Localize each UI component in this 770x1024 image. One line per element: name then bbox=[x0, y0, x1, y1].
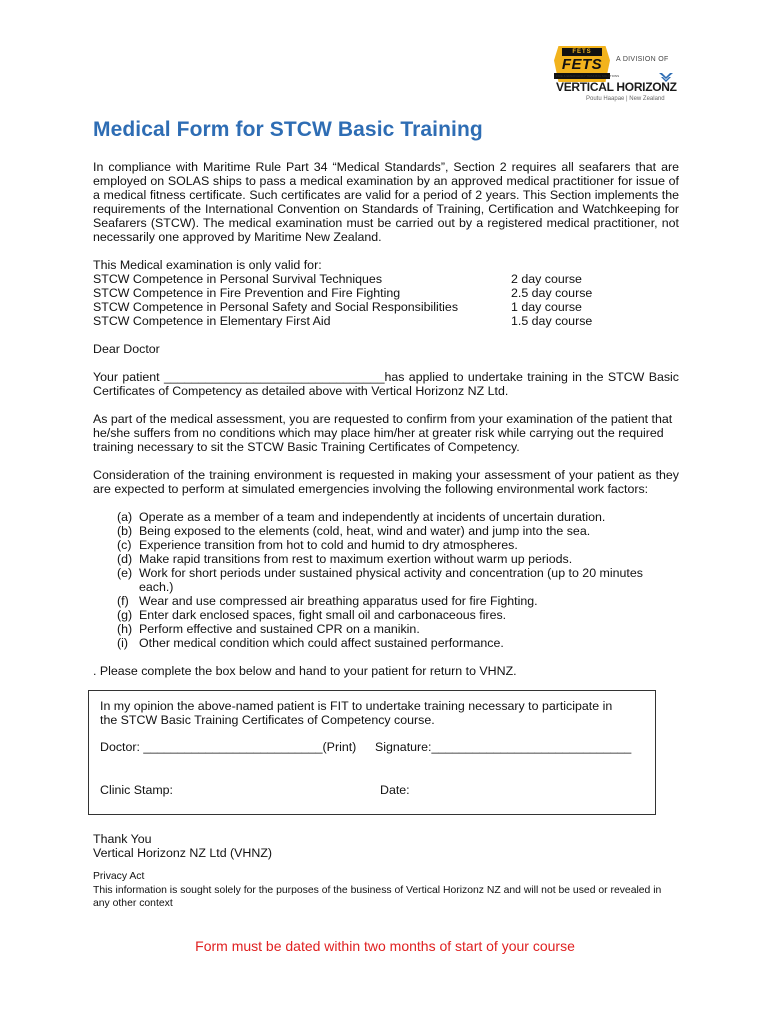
course-row bbox=[93, 314, 679, 328]
factor-text: Make rapid transitions from rest to maximum exertion without warm up periods. bbox=[139, 552, 573, 566]
environment-paragraph: Consideration of the training environment is requested in making your assessment of your patient as they are expected to perform at simulated emergencies involving the following environmental work factors: bbox=[93, 468, 679, 496]
course-duration: 2 day course bbox=[511, 272, 582, 286]
course-list bbox=[93, 272, 679, 328]
company-name: Vertical Horizonz NZ Ltd (VHNZ) bbox=[93, 846, 273, 860]
clinic-stamp-field[interactable]: Clinic Stamp: bbox=[100, 783, 173, 797]
course-name: STCW Competence in Personal Survival Techniques bbox=[93, 272, 383, 286]
page-title: Medical Form for STCW Basic Training bbox=[93, 118, 483, 141]
course-row bbox=[93, 286, 679, 300]
list-item bbox=[117, 510, 679, 524]
list-item bbox=[117, 608, 679, 622]
doctor-opinion-box bbox=[88, 690, 656, 815]
list-item bbox=[117, 538, 679, 552]
list-item bbox=[117, 636, 679, 650]
course-row bbox=[93, 272, 679, 286]
fets-tagline: FIRE & EMERGENCY TRAINING SOLUTIONS bbox=[556, 74, 620, 78]
factor-label: (g) bbox=[117, 608, 133, 622]
brand-location: Poutu Haapae | New Zealand bbox=[586, 96, 665, 102]
privacy-heading: Privacy Act bbox=[93, 871, 145, 882]
date-field[interactable]: Date: bbox=[380, 783, 410, 797]
course-duration: 1.5 day course bbox=[511, 314, 593, 328]
fets-badge-top: FETS bbox=[562, 48, 602, 56]
course-row bbox=[93, 300, 679, 314]
date-warning: Form must be dated within two months of start of your course bbox=[195, 938, 575, 954]
patient-paragraph: Your patient ________________________________has applied to undertake training in the STCW Basic Certificates of Competency as detailed above with Vertical Horizonz NZ Ltd. bbox=[93, 370, 679, 398]
factor-text: Operate as a member of a team and independently at incidents of uncertain duration. bbox=[139, 510, 606, 524]
factor-text: Experience transition from hot to cold and humid to dry atmospheres. bbox=[139, 538, 518, 552]
factor-label: (d) bbox=[117, 552, 133, 566]
instruction-text: . Please complete the box below and hand to your patient for return to VHNZ. bbox=[93, 664, 517, 678]
factor-label: (a) bbox=[117, 510, 133, 524]
list-item bbox=[117, 524, 679, 538]
thank-you: Thank You bbox=[93, 832, 152, 846]
factor-text: Other medical condition which could affect sustained performance. bbox=[139, 636, 504, 650]
factor-label: (e) bbox=[117, 566, 133, 580]
fets-badge-text: FETS bbox=[561, 56, 603, 73]
factor-list bbox=[117, 510, 679, 650]
factor-text: Enter dark enclosed spaces, fight small oil and carbonaceous fires. bbox=[139, 608, 507, 622]
course-name: STCW Competence in Elementary First Aid bbox=[93, 314, 331, 328]
factor-label: (b) bbox=[117, 524, 133, 538]
factor-label: (i) bbox=[117, 636, 129, 650]
division-label: A DIVISION OF bbox=[616, 56, 669, 63]
list-item bbox=[117, 552, 679, 566]
doctor-name-field[interactable]: Doctor: __________________________(Print) bbox=[100, 740, 357, 754]
salutation: Dear Doctor bbox=[93, 342, 160, 356]
brand-name: VERTICAL HORIZONZ bbox=[556, 80, 677, 94]
factor-label: (c) bbox=[117, 538, 132, 552]
assessment-paragraph: As part of the medical assessment, you are requested to confirm from your examination of the patient that he/she suffers from no conditions which may place him/her at greater risk while carrying out the required training necessary to sit the STCW Basic Training Certificates of Competency. bbox=[93, 412, 673, 454]
intro-paragraph: In compliance with Maritime Rule Part 34 “Medical Standards”, Section 2 requires all seafarers that are employed on SOLAS ships to pass a medical examination by an approved medical practitioner for issue of a medical fitness certificate. Such certificates are valid for a period of 2 years. This Section implements the requirements of the International Convention on Standards of Training, Certification and Watchkeeping for Seafarers (STCW). The medical examination must be carried out by a registered medical practitioner, not necessarily one approved by Maritime New Zealand. bbox=[93, 160, 679, 244]
course-duration: 1 day course bbox=[511, 300, 582, 314]
opinion-line-2: the STCW Basic Training Certificates of Competency course. bbox=[100, 713, 435, 727]
course-name: STCW Competence in Personal Safety and Social Responsibilities bbox=[93, 300, 459, 314]
factor-text: Wear and use compressed air breathing apparatus used for fire Fighting. bbox=[139, 594, 538, 608]
privacy-text: This information is sought solely for the purposes of the business of Vertical Horizonz NZ and will not be used or revealed in any other context bbox=[93, 885, 662, 909]
factor-text: Perform effective and sustained CPR on a manikin. bbox=[139, 622, 420, 636]
course-name: STCW Competence in Fire Prevention and Fire Fighting bbox=[93, 286, 401, 300]
factor-label: (f) bbox=[117, 594, 129, 608]
list-item bbox=[117, 594, 679, 608]
vhnz-logo bbox=[554, 46, 677, 108]
signature-field[interactable]: Signature:_____________________________ bbox=[375, 740, 632, 754]
factor-text: Work for short periods under sustained physical activity and concentration (up to 20 minutes each.) bbox=[139, 566, 643, 594]
list-item bbox=[117, 622, 679, 636]
list-item bbox=[117, 566, 679, 594]
factor-text: Being exposed to the elements (cold, heat, wind and water) and jump into the sea. bbox=[139, 524, 591, 538]
opinion-line-1: In my opinion the above-named patient is FIT to undertake training necessary to participate in bbox=[100, 699, 613, 713]
factor-label: (h) bbox=[117, 622, 133, 636]
valid-for-label: This Medical examination is only valid for: bbox=[93, 258, 322, 272]
course-duration: 2.5 day course bbox=[511, 286, 593, 300]
